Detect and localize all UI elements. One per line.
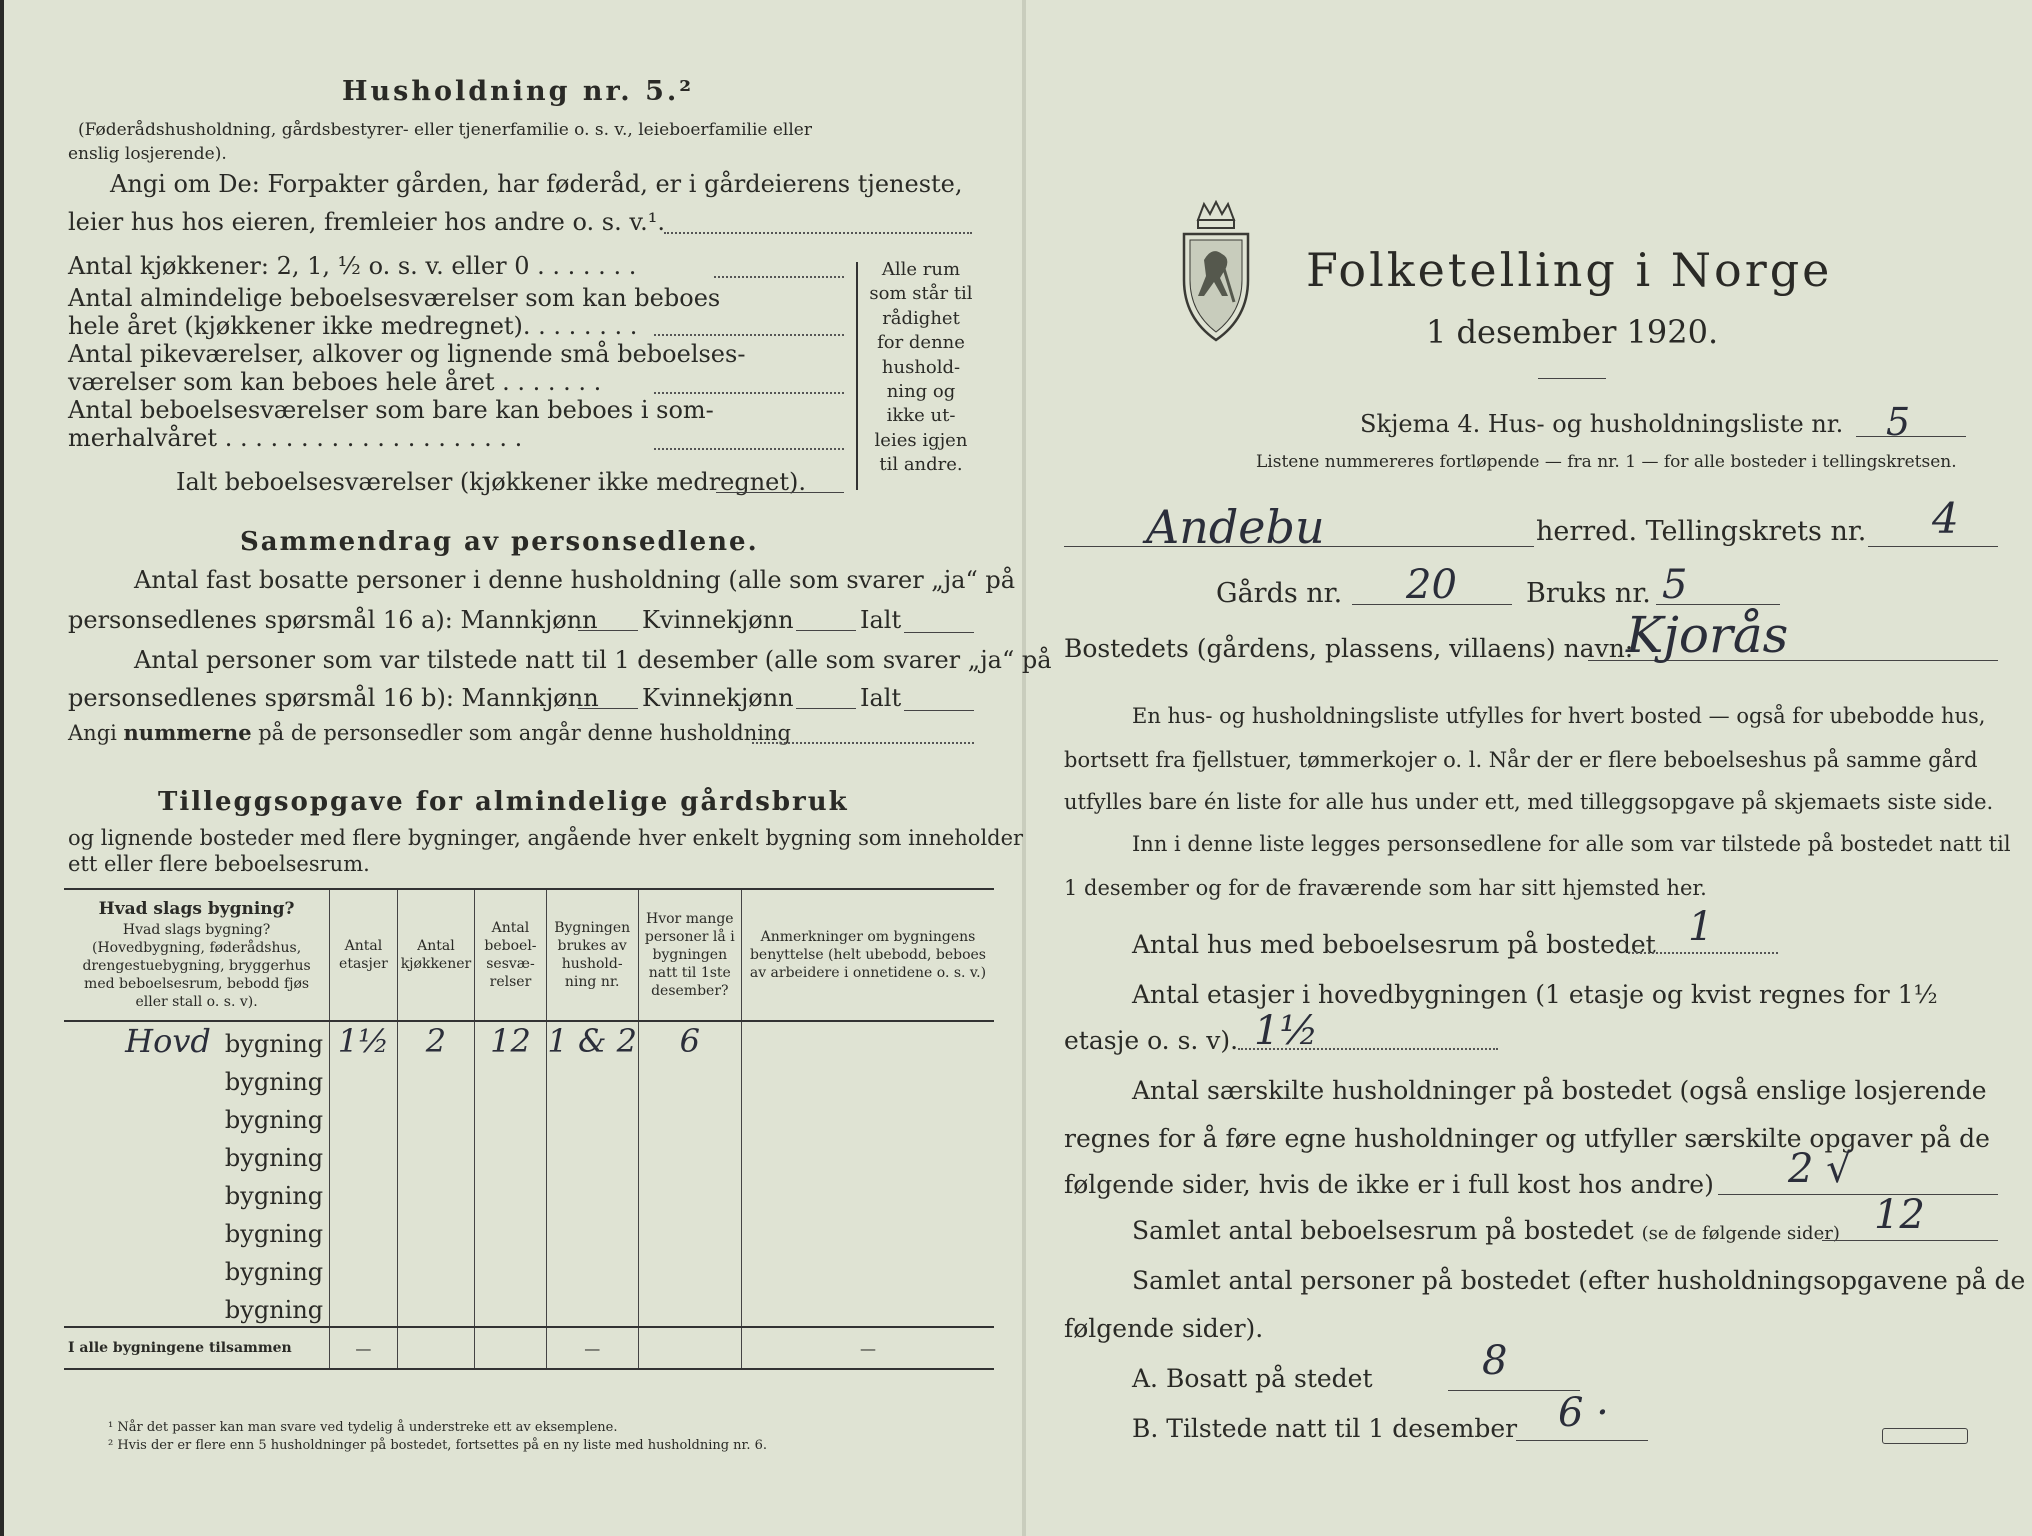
instr-line-5: 1 desember og for de fraværende som har sitt hjemsted her. <box>1064 876 1707 900</box>
norway-coat-of-arms-icon <box>1176 200 1256 350</box>
rooms-cell[interactable] <box>475 1098 547 1136</box>
brace-note-line: for denne <box>877 332 965 354</box>
ialt-b-label: Ialt <box>860 684 902 712</box>
footnote-2: ² Hvis der er flere enn 5 husholdninger på bostedet, fortsettes på en ny liste med husholdning nr. 6. <box>108 1438 768 1453</box>
instr-line-3: utfylles bare én liste for alle hus under ett, med tilleggsopgave på skjemaets siste side. <box>1064 790 1994 814</box>
rooms-line-4: Antal pikeværelser, alkover og lignende små beboelses- <box>68 340 746 368</box>
col-header-remarks: Anmerkninger om bygningens benyttelse (helt ubebodd, beboes av arbeidere i onnetidene o. s. v.) <box>741 889 994 1021</box>
floors-cell[interactable] <box>330 1136 398 1174</box>
floors-cell[interactable] <box>330 1098 398 1136</box>
q2-line-1: Antal etasjer i hovedbygningen (1 etasje og kvist regnes for 1½ <box>1132 980 1938 1009</box>
brace-note-line: som står til <box>869 283 973 305</box>
brace-note-line: ning og <box>886 381 956 403</box>
tillegg-line-2: ett eller flere beboelsesrum. <box>68 852 370 876</box>
rooms-line-5: værelser som kan beboes hele året . . . . . . . <box>68 368 602 396</box>
instr-line-2: bortsett fra fjellstuer, tømmerkojer o. l. Når der er flere beboelseshus på samme gård <box>1064 748 1978 772</box>
rooms-answer-line[interactable] <box>654 334 844 336</box>
household-nr-cell[interactable] <box>546 1212 638 1250</box>
household-subtitle-2: enslig losjerende). <box>68 144 227 164</box>
angi-line-1: Angi om De: Forpakter gården, har føderåd, er i gårdeierens tjeneste, <box>110 170 963 198</box>
floors-cell[interactable]: 1½ <box>330 1021 398 1060</box>
brace-note-line: Alle rum <box>881 259 961 280</box>
persons-cell[interactable]: 6 <box>638 1021 741 1060</box>
instr-line-4: Inn i denne liste legges personsedlene for alle som var tilstede på bostedet natt til <box>1132 832 2011 856</box>
table-row <box>64 1021 994 1060</box>
census-date: 1 desember 1920. <box>1426 313 1719 351</box>
household-nr-cell[interactable] <box>546 1250 638 1288</box>
kitchens-cell[interactable] <box>397 1174 475 1212</box>
sum-label: I alle bygningene tilsammen <box>64 1327 330 1369</box>
building-type-cell[interactable] <box>64 1136 330 1174</box>
kitchens-answer-line[interactable] <box>714 276 844 278</box>
kitchens-cell[interactable] <box>397 1136 475 1174</box>
persons-cell[interactable] <box>638 1174 741 1212</box>
persons-cell[interactable] <box>638 1060 741 1098</box>
rooms-line-6: Antal beboelsesværelser som bare kan beboes i som- <box>68 396 714 424</box>
col-header-floors: Antal etasjer <box>330 889 398 1021</box>
kvinnekjonn-b-line[interactable] <box>796 708 856 709</box>
q3-line-2: regnes for å føre egne husholdninger og utfyller særskilte opgaver på de <box>1064 1124 1990 1153</box>
persons-cell[interactable] <box>638 1136 741 1174</box>
sum-cell <box>638 1327 741 1369</box>
list-nr-value: 5 <box>1886 400 1911 444</box>
col-header-rooms: Antal beboel-sesvæ-relser <box>475 889 547 1021</box>
kvinnekjonn-a-label: Kvinnekjønn <box>642 606 794 634</box>
small-rooms-answer-line[interactable] <box>654 392 844 394</box>
census-form-sheet <box>4 0 2032 1536</box>
summary-line-2: personsedlenes spørsmål 16 a): Mannkjønn <box>68 606 598 634</box>
printer-stamp <box>1882 1428 1968 1444</box>
skjema-line: Skjema 4. Hus- og husholdningsliste nr. <box>1360 410 1844 438</box>
gards-nr-value: 20 <box>1406 562 1457 608</box>
building-type-cell[interactable] <box>64 1174 330 1212</box>
nummerne-line <box>68 720 791 745</box>
floors-cell[interactable] <box>330 1212 398 1250</box>
sum-cell <box>397 1327 475 1369</box>
building-type-value: Hovd <box>125 1022 211 1060</box>
rooms-total-line: Ialt beboelsesværelser (kjøkkener ikke medregnet). <box>176 468 807 496</box>
building-label: bygning <box>224 1182 324 1210</box>
q3-line-3: følgende sider, hvis de ikke er i full kost hos andre) <box>1064 1170 1714 1199</box>
household-subtitle-1: (Føderådshusholdning, gårdsbestyrer- eller tjenerfamilie o. s. v., leieboerfamilie eller <box>78 120 812 140</box>
household-nr-cell[interactable] <box>546 1060 638 1098</box>
summary-title: Sammendrag av personsedlene. <box>240 527 759 557</box>
kitchens-cell[interactable] <box>397 1060 475 1098</box>
tillegg-line-1: og lignende bosteder med flere bygninger, angående hver enkelt bygning som inneholder <box>68 826 1024 850</box>
buildings-table <box>64 888 994 1370</box>
summer-rooms-answer-line[interactable] <box>654 448 844 450</box>
q4-small: (se de følgende sider) <box>1641 1223 1840 1244</box>
rooms-cell[interactable] <box>475 1250 547 1288</box>
persons-cell[interactable] <box>638 1212 741 1250</box>
qb-value: 6 · <box>1558 1390 1609 1436</box>
ialt-a-line[interactable] <box>904 632 974 633</box>
summary-line-4: personsedlenes spørsmål 16 b): Mannkjønn <box>68 684 599 712</box>
rooms-cell[interactable] <box>475 1288 547 1327</box>
nummerne-post: på de personsedler som angår denne husholdning <box>251 721 791 745</box>
sum-cell: — <box>330 1327 398 1369</box>
table-header-row <box>64 889 994 1021</box>
table-row <box>64 1174 994 1212</box>
remarks-cell[interactable] <box>741 1060 994 1098</box>
bruks-label: Bruks nr. <box>1526 578 1651 609</box>
household-nr-cell[interactable] <box>546 1098 638 1136</box>
mannkjonn-b-line[interactable] <box>578 708 638 709</box>
rooms-cell[interactable] <box>475 1060 547 1098</box>
q1-value: 1 <box>1688 904 1714 950</box>
qa-label: A. Bosatt på stedet <box>1132 1364 1373 1393</box>
table-sum-row <box>64 1327 994 1369</box>
household-nr-cell[interactable] <box>546 1288 638 1327</box>
building-label: bygning <box>224 1144 324 1172</box>
title-rule <box>1538 378 1606 379</box>
angi-answer-line[interactable] <box>664 232 972 234</box>
summary-line-1: Antal fast bosatte personer i denne husholdning (alle som svarer „ja“ på <box>134 566 1016 594</box>
building-label: bygning <box>224 1106 324 1134</box>
building-label: bygning <box>224 1068 324 1096</box>
floors-cell[interactable] <box>330 1288 398 1327</box>
building-type-cell[interactable] <box>64 1212 330 1250</box>
rooms-brace <box>856 262 858 490</box>
q5-line-1: Samlet antal personer på bostedet (efter husholdningsopgavene på de <box>1132 1266 2026 1295</box>
q4-text: Samlet antal beboelsesrum på bostedet <box>1132 1216 1634 1245</box>
herred-value: Andebu <box>1146 500 1325 554</box>
kitchens-cell[interactable] <box>397 1288 475 1327</box>
sum-cell: — <box>741 1327 994 1369</box>
listene-line: Listene nummereres fortløpende — fra nr. 1 — for alle bosteder i tellingskretsen. <box>1256 452 1957 472</box>
building-type-cell[interactable] <box>64 1021 330 1060</box>
remarks-cell[interactable] <box>741 1212 994 1250</box>
household-title: Husholdning nr. 5.² <box>342 76 695 107</box>
footnote-1: ¹ Når det passer kan man svare ved tydelig å understreke ett av eksemplene. <box>108 1420 618 1435</box>
qb-label: B. Tilstede natt til 1 desember <box>1132 1414 1518 1443</box>
kitchens-cell[interactable] <box>397 1250 475 1288</box>
kvinnekjonn-a-line[interactable] <box>796 630 856 631</box>
nummerne-answer-line[interactable] <box>752 742 974 744</box>
bruks-nr-value: 5 <box>1662 562 1688 608</box>
instr-line-1: En hus- og husholdningsliste utfylles for hvert bosted — også for ubebodde hus, <box>1132 704 1986 728</box>
page-fold <box>1022 0 1026 1536</box>
table-row <box>64 1212 994 1250</box>
ialt-a-label: Ialt <box>860 606 902 634</box>
qa-value: 8 <box>1482 1338 1508 1384</box>
table-row <box>64 1136 994 1174</box>
building-type-cell[interactable] <box>64 1060 330 1098</box>
household-nr-cell[interactable] <box>546 1174 638 1212</box>
kvinnekjonn-b-label: Kvinnekjønn <box>642 684 794 712</box>
sum-cell: — <box>546 1327 638 1369</box>
floors-cell[interactable] <box>330 1250 398 1288</box>
q3-answer-line[interactable] <box>1718 1194 1998 1195</box>
remarks-cell[interactable] <box>741 1288 994 1327</box>
table-row <box>64 1098 994 1136</box>
building-label: bygning <box>224 1030 324 1058</box>
tillegg-title: Tilleggsopgave for almindelige gårdsbruk <box>158 787 849 817</box>
brace-note-line: til andre. <box>879 454 963 476</box>
rooms-cell[interactable] <box>475 1136 547 1174</box>
q3-value: 2 √ <box>1788 1146 1852 1192</box>
list-nr-line[interactable] <box>1856 436 1966 437</box>
kitchens-cell[interactable] <box>397 1212 475 1250</box>
q5-line-2: følgende sider). <box>1064 1314 1264 1343</box>
table-row <box>64 1288 994 1327</box>
q3-line-1: Antal særskilte husholdninger på bostedet (også enslige losjerende <box>1132 1076 1987 1105</box>
remarks-cell[interactable] <box>741 1250 994 1288</box>
building-type-cell[interactable] <box>64 1250 330 1288</box>
ialt-b-line[interactable] <box>904 710 974 711</box>
building-type-cell[interactable] <box>64 1288 330 1327</box>
kitchens-line: Antal kjøkkener: 2, 1, ½ o. s. v. eller 0 . . . . . . . <box>68 252 637 280</box>
building-type-cell[interactable] <box>64 1098 330 1136</box>
q4-value: 12 <box>1874 1192 1925 1238</box>
table-row <box>64 1250 994 1288</box>
q2-line-2: etasje o. s. v). <box>1064 1026 1239 1055</box>
table-row <box>64 1060 994 1098</box>
brace-note-line: ikke ut- <box>886 405 956 427</box>
census-title: Folketelling i Norge <box>1306 243 1833 297</box>
col-header-kitchens: Antal kjøkkener <box>397 889 475 1021</box>
building-label: bygning <box>224 1296 324 1324</box>
rooms-cell[interactable]: 12 <box>475 1021 547 1060</box>
nummerne-pre: Angi <box>68 721 124 745</box>
remarks-cell[interactable] <box>741 1098 994 1136</box>
remarks-cell[interactable] <box>741 1021 994 1060</box>
remarks-cell[interactable] <box>741 1136 994 1174</box>
household-nr-cell[interactable] <box>546 1136 638 1174</box>
rooms-cell[interactable] <box>475 1212 547 1250</box>
rooms-brace-note <box>866 258 976 478</box>
summary-line-3: Antal personer som var tilstede natt til 1 desember (alle som svarer „ja“ på <box>134 646 1052 674</box>
krets-nr-line[interactable] <box>1868 546 1998 547</box>
sum-cell <box>475 1327 547 1369</box>
q4-answer-line[interactable] <box>1822 1240 1998 1241</box>
rooms-cell[interactable] <box>475 1174 547 1212</box>
herred-label: herred. Tellingskrets nr. <box>1536 516 1867 547</box>
gards-label: Gårds nr. <box>1216 578 1343 609</box>
brace-note-line: hushold- <box>881 356 961 378</box>
bosted-value: Kjorås <box>1626 606 1789 664</box>
q2-value: 1½ <box>1254 1008 1319 1054</box>
kitchens-cell[interactable] <box>397 1098 475 1136</box>
rooms-line-7: merhalvåret . . . . . . . . . . . . . . . . . . . . <box>68 424 523 452</box>
building-label: bygning <box>224 1258 324 1286</box>
col-header-persons: Hvor mange personer lå i bygningen natt til 1ste desember? <box>638 889 741 1021</box>
col-header-building-type: Hvad slags bygning? Hvad slags bygning? (Hovedbygning, føderådshus, drengestuebygning, bryggerhus med beboelsesrum, bebodd fjøs eller stall o. s. v). <box>64 889 330 1021</box>
persons-cell[interactable] <box>638 1098 741 1136</box>
kitchens-cell[interactable]: 2 <box>397 1021 475 1060</box>
qb-answer-line[interactable] <box>1516 1440 1648 1441</box>
nummerne-bold: nummerne <box>123 720 252 745</box>
remarks-cell[interactable] <box>741 1174 994 1212</box>
brace-note-line: leies igjen <box>874 429 968 451</box>
angi-line-2: leier hus hos eieren, fremleier hos andre o. s. v.¹. <box>68 208 665 236</box>
q1-label: Antal hus med beboelsesrum på bostedet <box>1132 930 1656 959</box>
bosted-label: Bostedets (gårdens, plassens, villaens) navn: <box>1064 634 1634 663</box>
persons-cell[interactable] <box>638 1250 741 1288</box>
floors-cell[interactable] <box>330 1060 398 1098</box>
krets-nr-value: 4 <box>1932 494 1959 543</box>
brace-note-line: rådighet <box>882 307 960 329</box>
floors-cell[interactable] <box>330 1174 398 1212</box>
household-nr-cell[interactable]: 1 & 2 <box>547 1022 637 1060</box>
rooms-total-answer-line[interactable] <box>716 492 844 493</box>
q4-label <box>1132 1216 1840 1245</box>
persons-cell[interactable] <box>638 1288 741 1327</box>
mannkjonn-a-line[interactable] <box>578 630 638 631</box>
col-header-household-nr: Bygningen brukes av hushold-ning nr. <box>546 889 638 1021</box>
rooms-line-2: Antal almindelige beboelsesværelser som kan beboes <box>68 284 721 312</box>
building-label: bygning <box>224 1220 324 1248</box>
left-page <box>4 0 1052 1536</box>
rooms-line-3: hele året (kjøkkener ikke medregnet). . . . . . . . <box>68 312 638 340</box>
q1-line[interactable] <box>1628 952 1778 954</box>
right-page <box>1028 0 2032 1536</box>
